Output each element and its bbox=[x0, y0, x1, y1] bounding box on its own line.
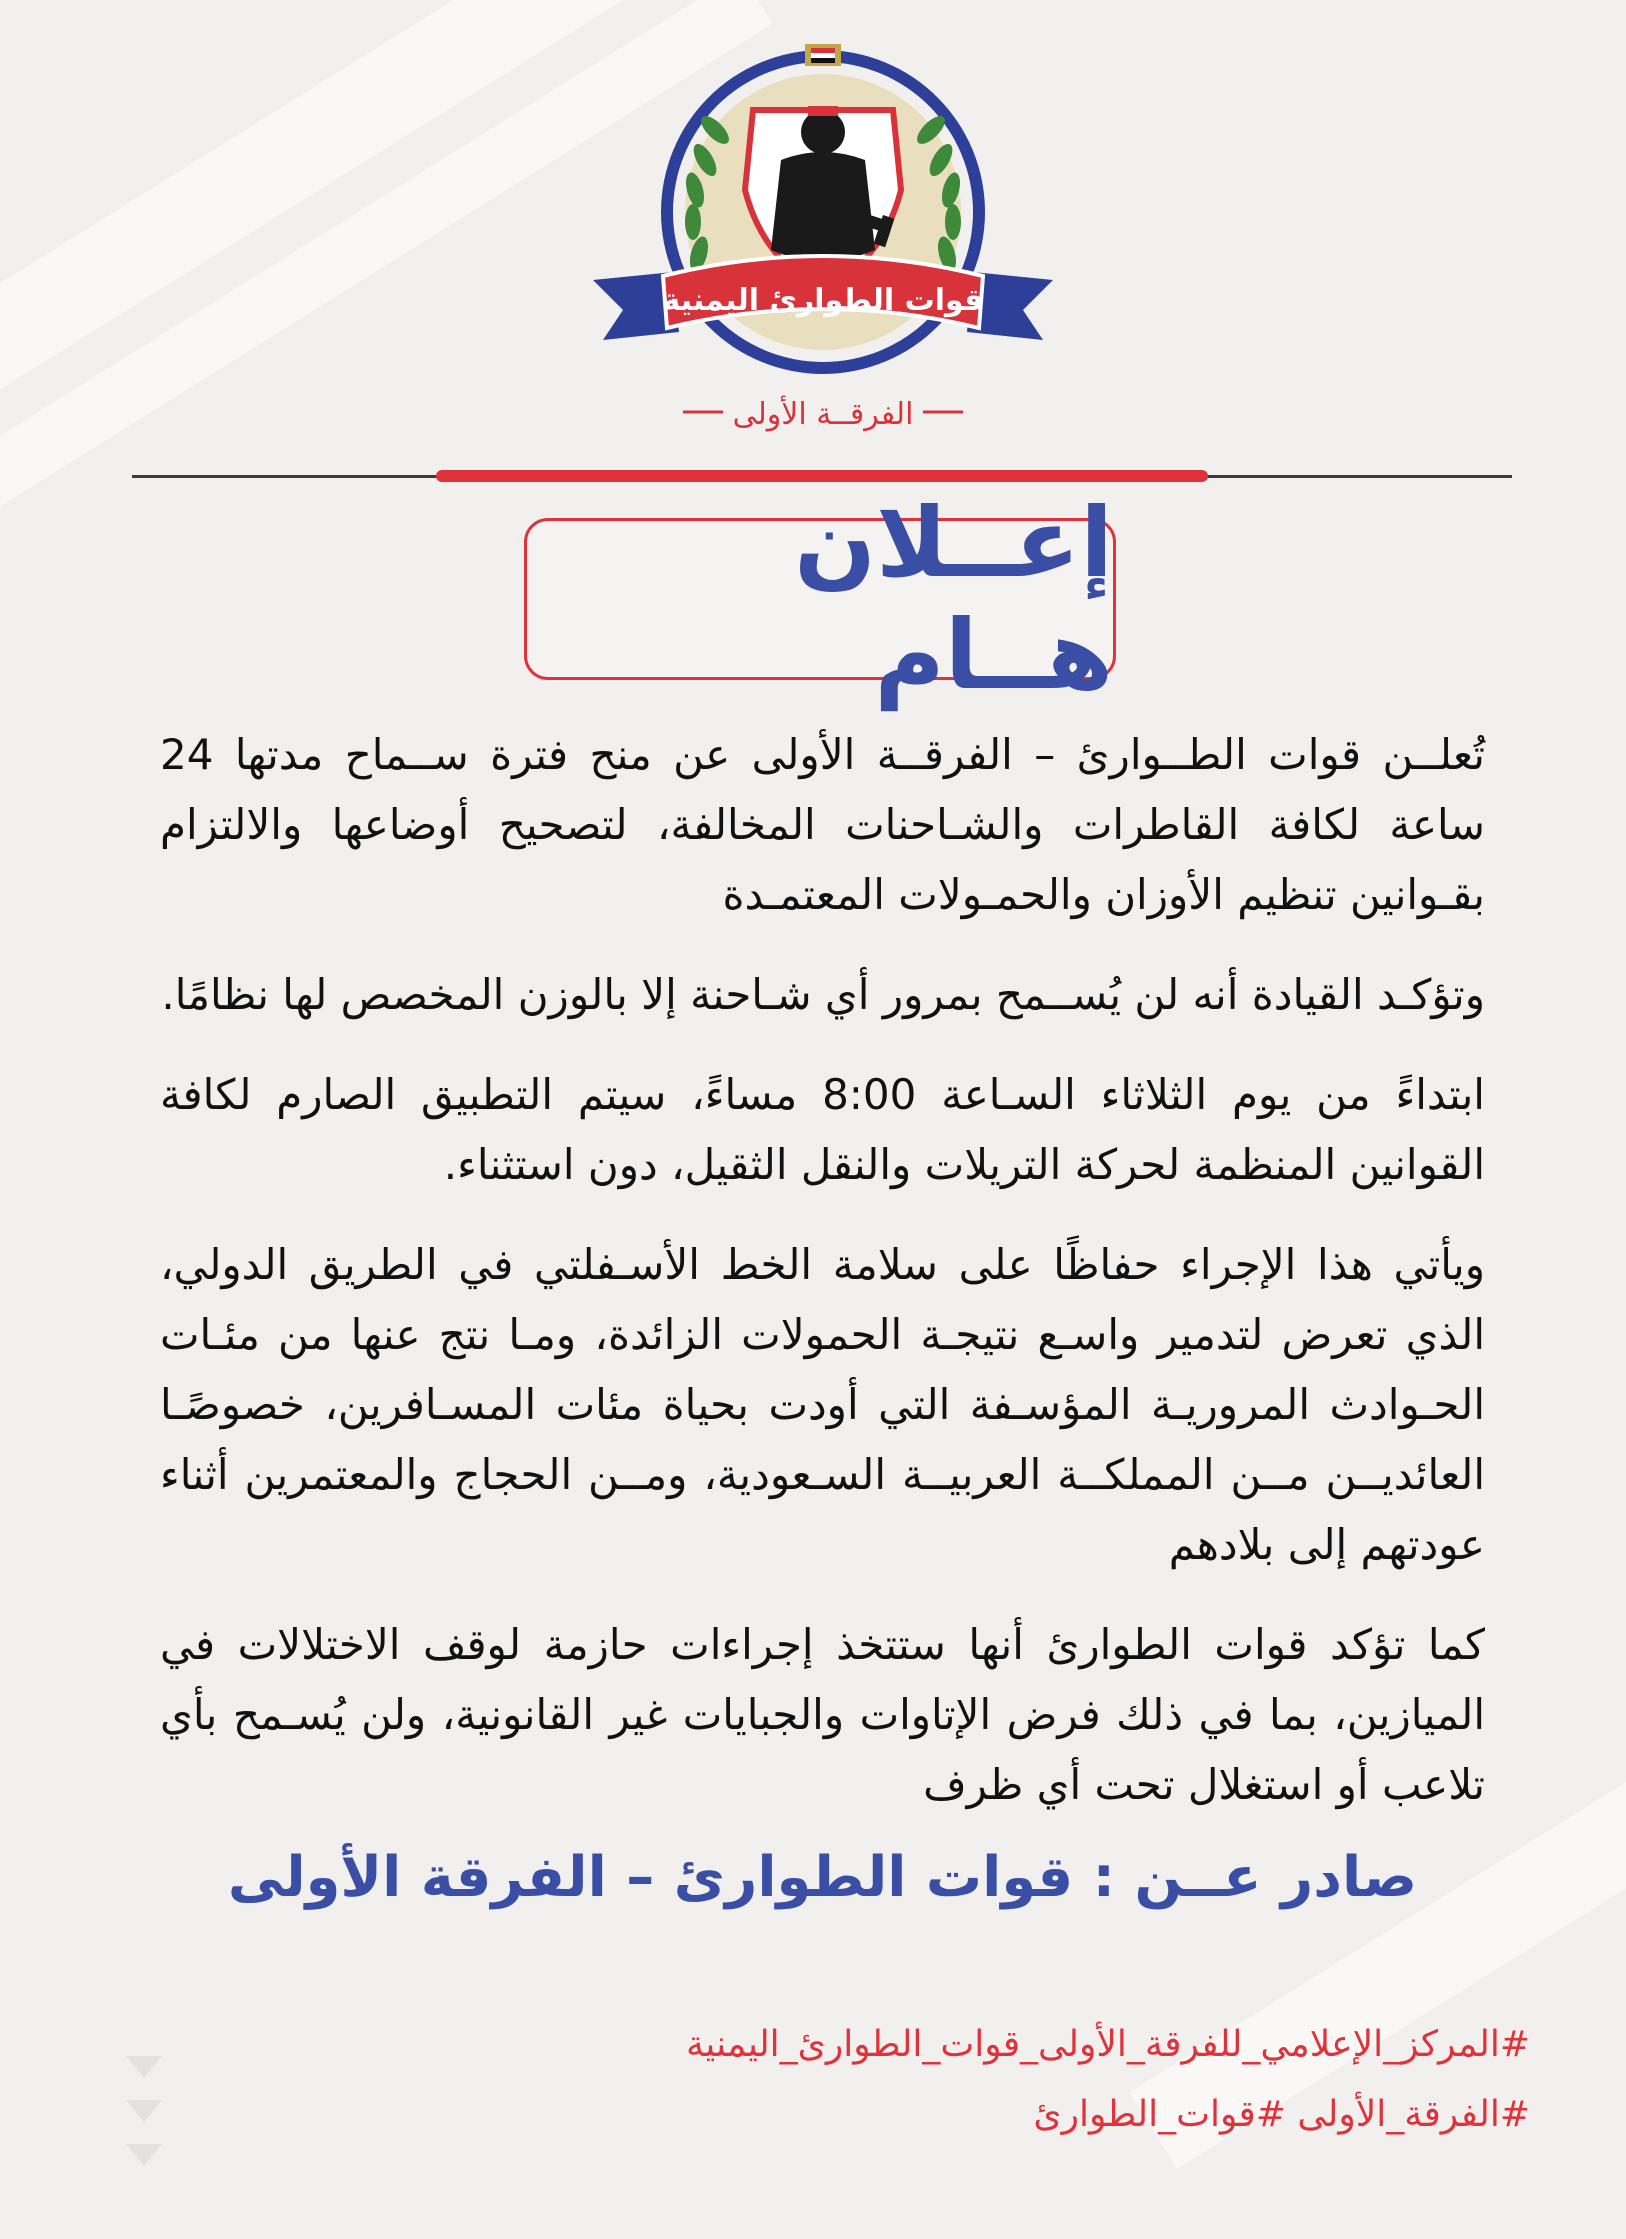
paragraph-1: تُعلــن قوات الطــوارئ – الفرقــة الأولى عن منح فترة ســماح مدتها 24 ساعة لكافة القاطرات والشـاحنات المخالفة، لتصحيح أوضاعها والالتزام بقـوانين تنظيم الأوزان والحمـولات المعتمـدة bbox=[160, 730, 1485, 919]
paragraph-4: ويأتي هذا الإجراء حفاظًا على سلامة الخط الأسـفلتي في الطريق الدولي، الذي تعرض لتدمير واسـع نتيجـة الحمولات الزائدة، ومـا نتج عنها من مئـات الحـوادث المروريـة المؤسـفة التي أودت بحياة مئات المسـافرين، خصوصًـا العائديــن مــن المملكــة العربيــة السـعودية، ومــن الحجاج والمعتمرين أثناء عودتهم إلى بلادهم bbox=[160, 1240, 1485, 1569]
paragraph-5: كما تؤكد قوات الطوارئ أنها ستتخذ إجراءات حازمة لوقف الاختلالات في الميازين، بما في ذلك فرض الإتاوات والجبايات غير القانونية، ولن يُسـمح بأي تلاعب أو استغلال تحت أي ظرف bbox=[160, 1620, 1485, 1809]
logo-subtitle: الفرقــة الأولى bbox=[732, 397, 914, 432]
unit-emblem-logo bbox=[583, 40, 1063, 440]
hashtag-line-1: #المركز_الإعلامي_للفرقة_الأولى_قوات_الطوارئ_اليمنية bbox=[686, 2024, 1530, 2065]
emblem-crest-icon bbox=[805, 44, 841, 66]
issued-by-signature: صادر عــن : قوات الطوارئ – الفرقة الأولى bbox=[227, 1845, 1418, 1910]
paragraph-3: ابتداءً من يوم الثلاثاء السـاعة 8:00 مساءً، سيتم التطبيق الصارم لكافة القوانين المنظمة لحركة التريلات والنقل الثقيل، دون استثناء. bbox=[160, 1070, 1485, 1189]
header-divider-accent bbox=[436, 470, 1208, 482]
hashtags bbox=[500, 2010, 1530, 2150]
announcement-title: إعــلان هــام bbox=[794, 487, 1113, 711]
banner-title: قوات الطوارئ اليمنية bbox=[662, 283, 984, 318]
chevron-down-icon bbox=[122, 2052, 166, 2182]
paragraph-2: وتؤكـد القيادة أنه لن يُســمح بمرور أي شـاحنة إلا بالوزن المخصص لها نظامًا. bbox=[161, 970, 1485, 1019]
announcement-body bbox=[160, 720, 1485, 1850]
announcement-title-box bbox=[524, 487, 1116, 711]
hashtag-line-2: #الفرقة_الأولى #قوات_الطوارئ bbox=[1033, 2094, 1530, 2135]
